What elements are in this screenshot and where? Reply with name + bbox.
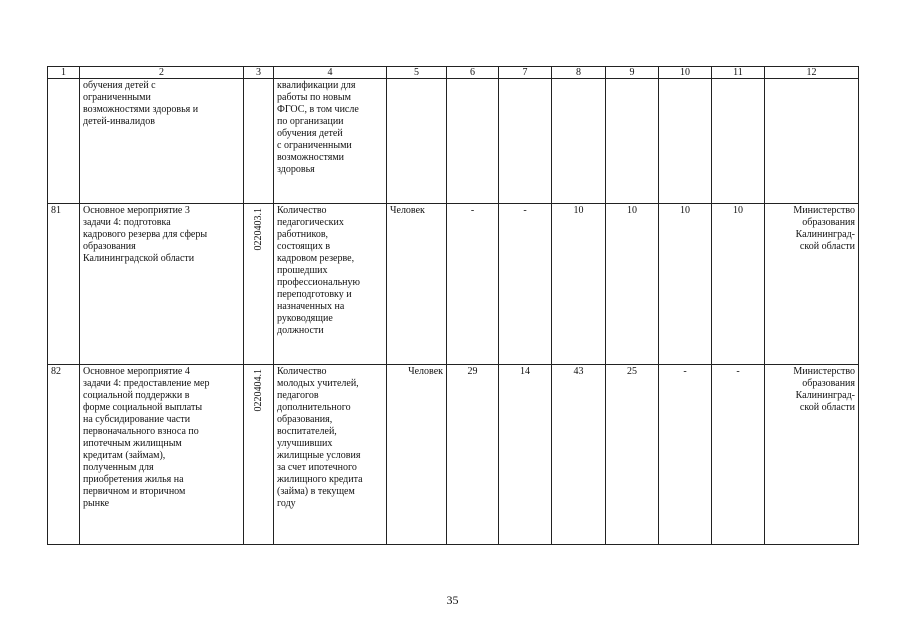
cell-code [244,79,274,204]
cell-value: 10 [606,204,659,365]
cell-indicator: Количество педагогических работников, состоящих в кадровом резерве, прошедших профессиональную переподготовку и назначенных на руководящие должности [274,204,387,365]
cell-value [552,79,606,204]
cell-value: 14 [499,365,552,545]
cell-value [606,79,659,204]
budget-code: 0220403.1 [252,208,264,251]
column-number-row [48,67,859,79]
cell-num: 81 [48,204,80,365]
column-header: 4 [274,67,387,79]
page-number: 35 [446,593,459,607]
cell-num: 82 [48,365,80,545]
cell-org: Министерство образования Калининград- ской области [765,365,859,545]
table-row-continuation [48,79,859,204]
column-header: 3 [244,67,274,79]
cell-value: - [712,365,765,545]
cell-code [244,365,274,545]
cell-value [499,79,552,204]
cell-org [765,79,859,204]
cell-value: 25 [606,365,659,545]
cell-description: Основное мероприятие 4 задачи 4: предоставление мер социальной поддержки в форме социальной выплаты на субсидирование части первоначального взноса по ипотечным жилищным кредитам (займам), полученным для приобретения жилья на первичном и вторичном рынке [80,365,244,545]
cell-indicator: Количество молодых учителей, педагогов дополнительного образования, воспитателей, улучшивших жилищные условия за счет ипотечного жилищного кредита (займа) в текущем году [274,365,387,545]
cell-value [712,79,765,204]
cell-value: 10 [552,204,606,365]
cell-value: 29 [447,365,499,545]
cell-value: 10 [712,204,765,365]
cell-value: - [447,204,499,365]
measures-table [47,66,859,545]
cell-unit: Человек [387,365,447,545]
cell-value: - [659,365,712,545]
column-header: 7 [499,67,552,79]
cell-unit [387,79,447,204]
cell-code [244,204,274,365]
cell-value: 10 [659,204,712,365]
cell-description: обучения детей с ограниченными возможностями здоровья и детей-инвалидов [80,79,244,204]
budget-code: 0220404.1 [252,369,264,412]
cell-value [659,79,712,204]
cell-value: 43 [552,365,606,545]
column-header: 1 [48,67,80,79]
column-header: 2 [80,67,244,79]
cell-value [447,79,499,204]
column-header: 12 [765,67,859,79]
column-header: 10 [659,67,712,79]
column-header: 8 [552,67,606,79]
table-row [48,204,859,365]
column-header: 9 [606,67,659,79]
table-row [48,365,859,545]
column-header: 5 [387,67,447,79]
cell-value: - [499,204,552,365]
column-header: 11 [712,67,765,79]
cell-indicator: квалификации для работы по новым ФГОС, в том числе по организации обучения детей с ограниченными возможностями здоровья [274,79,387,204]
cell-unit: Человек [387,204,447,365]
column-header: 6 [447,67,499,79]
cell-num [48,79,80,204]
cell-description: Основное мероприятие 3 задачи 4: подготовка кадрового резерва для сферы образования Калининградской области [80,204,244,365]
cell-org: Министерство образования Калининград- ской области [765,204,859,365]
